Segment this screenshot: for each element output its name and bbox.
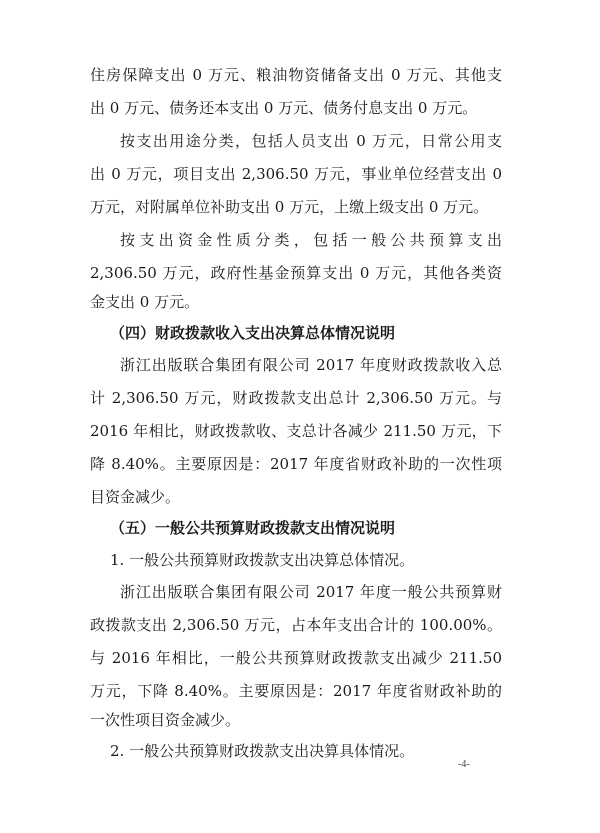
paragraph-line: 2016 年相比，财政拨款收、支总计各减少 211.50 万元，下 <box>90 422 502 440</box>
paragraph-line: 与 2016 年相比，一般公共预算财政拨款支出减少 211.50 <box>90 649 502 667</box>
paragraph-line: 降 8.40%。主要原因是：2017 年度省财政补助的一次性项 <box>90 455 502 473</box>
paragraph-line: 金支出 0 万元。 <box>90 293 200 311</box>
paragraph-line: 浙江出版联合集团有限公司 2017 年度财政拨款收入总 <box>120 356 502 374</box>
paragraph-line: 政拨款支出 2,306.50 万元，占本年支出合计的 100.00%。 <box>90 616 502 634</box>
paragraph-line: 万元，对附属单位补助支出 0 万元，上缴上级支出 0 万元。 <box>90 198 489 216</box>
paragraph-line: 万元，下降 8.40%。主要原因是：2017 年度省财政补助的 <box>90 682 502 700</box>
paragraph-line: 出 0 万元、债务还本支出 0 万元、债务付息支出 0 万元。 <box>90 99 478 117</box>
page-number: -4- <box>458 759 470 770</box>
subsection-heading: 2. 一般公共预算财政拨款支出决算具体情况。 <box>110 742 415 760</box>
paragraph-line: 住房保障支出 0 万元、粮油物资储备支出 0 万元、其他支 <box>90 66 502 84</box>
paragraph-line: 出 0 万元，项目支出 2,306.50 万元，事业单位经营支出 0 <box>90 165 502 183</box>
paragraph-line: 计 2,306.50 万元，财政拨款支出总计 2,306.50 万元。与 <box>90 389 502 407</box>
paragraph-line: 目资金减少。 <box>90 488 181 506</box>
paragraph-line: 按支出资金性质分类，包括一般公共预算支出 <box>120 231 502 249</box>
paragraph-line: 浙江出版联合集团有限公司 2017 年度一般公共预算财 <box>120 583 502 601</box>
paragraph-line: 2,306.50 万元，政府性基金预算支出 0 万元，其他各类资 <box>90 264 502 282</box>
section-heading: （四）财政拨款收入支出决算总体情况说明 <box>110 324 396 342</box>
section-heading: （五）一般公共预算财政拨款支出情况说明 <box>110 519 396 537</box>
paragraph-line: 一次性项目资金减少。 <box>90 711 241 729</box>
paragraph-line: 按支出用途分类，包括人员支出 0 万元，日常公用支 <box>120 132 502 150</box>
subsection-heading: 1. 一般公共预算财政拨款支出决算总体情况。 <box>110 551 415 569</box>
